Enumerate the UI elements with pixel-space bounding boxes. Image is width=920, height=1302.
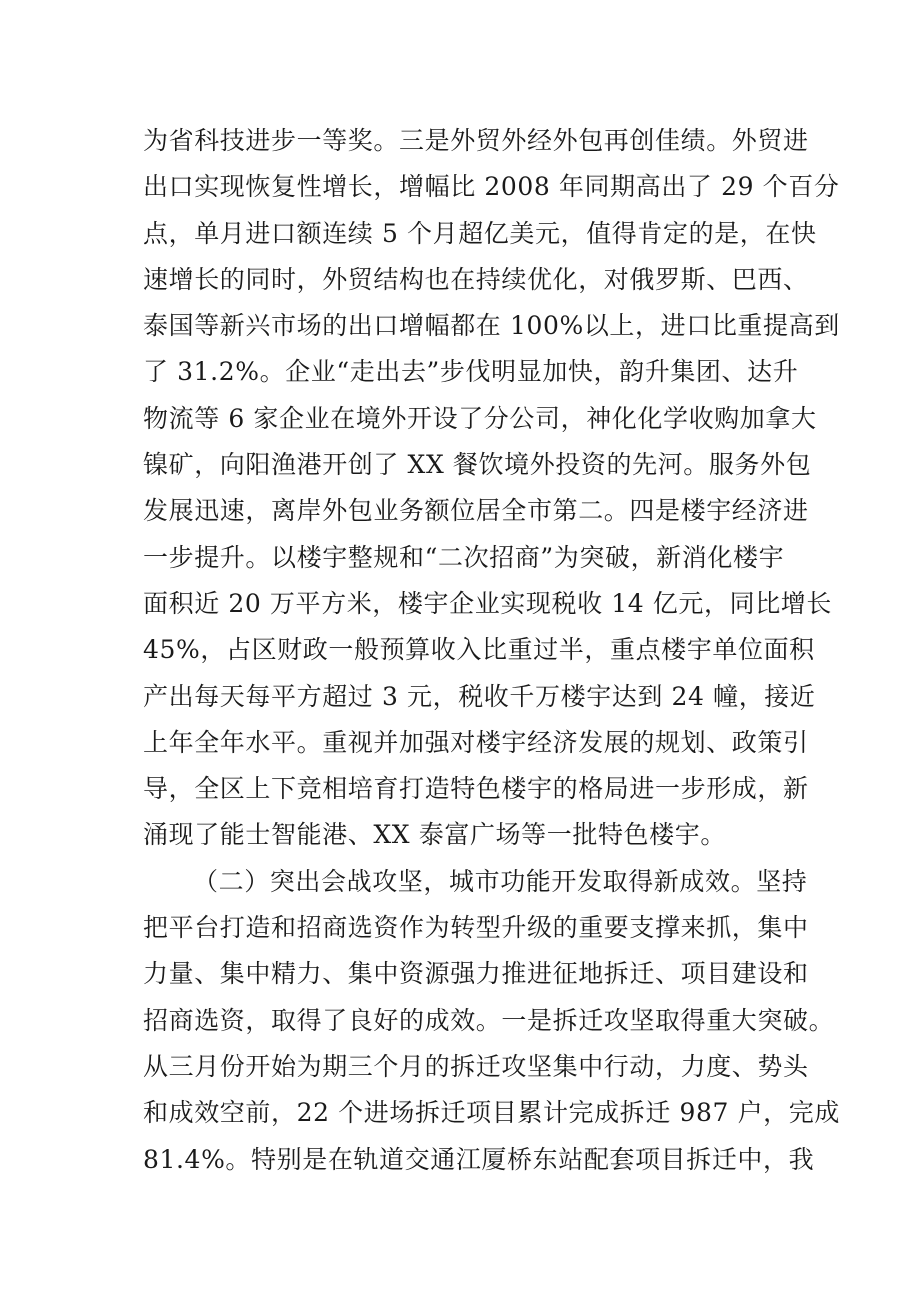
text-line: 上年全年水平。重视并加强对楼宇经济发展的规划、政策引 bbox=[143, 727, 809, 757]
text-line: 发展迅速，离岸外包业务额位居全市第二。四是楼宇经济进 bbox=[143, 496, 809, 526]
text-line: 涌现了能士智能港、XX 泰富广场等一批特色楼宇。 bbox=[143, 820, 726, 850]
text-line: 物流等 6 家企业在境外开设了分公司，神化化学收购加拿大 bbox=[143, 403, 817, 433]
text-line: 81.4%。特别是在轨道交通江厦桥东站配套项目拆迁中，我 bbox=[143, 1144, 815, 1174]
text-line: 把平台打造和招商选资作为转型升级的重要支撑来抓，集中 bbox=[143, 913, 809, 943]
text-line: 和成效空前，22 个进场拆迁项目累计完成拆迁 987 户，完成 bbox=[143, 1098, 840, 1128]
text-line: 点，单月进口额连续 5 个月超亿美元，值得肯定的是，在快 bbox=[143, 218, 817, 248]
text-line: 招商选资，取得了良好的成效。一是拆迁攻坚取得重大突破。 bbox=[143, 1005, 835, 1035]
text-line: 为省科技进步一等奖。三是外贸外经外包再创佳绩。外贸进 bbox=[143, 126, 809, 155]
text-line: 速增长的同时，外贸结构也在持续优化，对俄罗斯、巴西、 bbox=[143, 264, 809, 294]
text-line: 导，全区上下竞相培育打造特色楼宇的格局进一步形成，新 bbox=[143, 774, 809, 804]
text-line: 镍矿，向阳渔港开创了 XX 餐饮境外投资的先河。服务外包 bbox=[143, 450, 812, 480]
section-heading-line: （二）突出会战攻坚，城市功能开发取得新成效。坚持 bbox=[193, 866, 808, 896]
text-line: 一步提升。以楼宇整规和“二次招商”为突破，新消化楼宇 bbox=[143, 542, 785, 572]
text-line: 45%，占区财政一般预算收入比重过半，重点楼宇单位面积 bbox=[143, 635, 815, 665]
text-line: 出口实现恢复性增长，增幅比 2008 年同期高出了 29 个百分 bbox=[143, 172, 840, 202]
text-line: 面积近 20 万平方米，楼宇企业实现税收 14 亿元，同比增长 bbox=[143, 588, 833, 618]
text-line: 泰国等新兴市场的出口增幅都在 100%以上，进口比重提高到 bbox=[143, 311, 840, 341]
text-line: 产出每天每平方超过 3 元，税收千万楼宇达到 24 幢，接近 bbox=[143, 681, 816, 711]
text-line: 了 31.2%。企业“走出去”步伐明显加快，韵升集团、达升 bbox=[143, 357, 799, 387]
text-line: 力量、集中精力、集中资源强力推进征地拆迁、项目建设和 bbox=[143, 959, 809, 989]
body-text bbox=[143, 118, 840, 1183]
text-line: 从三月份开始为期三个月的拆迁攻坚集中行动，力度、势头 bbox=[143, 1051, 809, 1081]
